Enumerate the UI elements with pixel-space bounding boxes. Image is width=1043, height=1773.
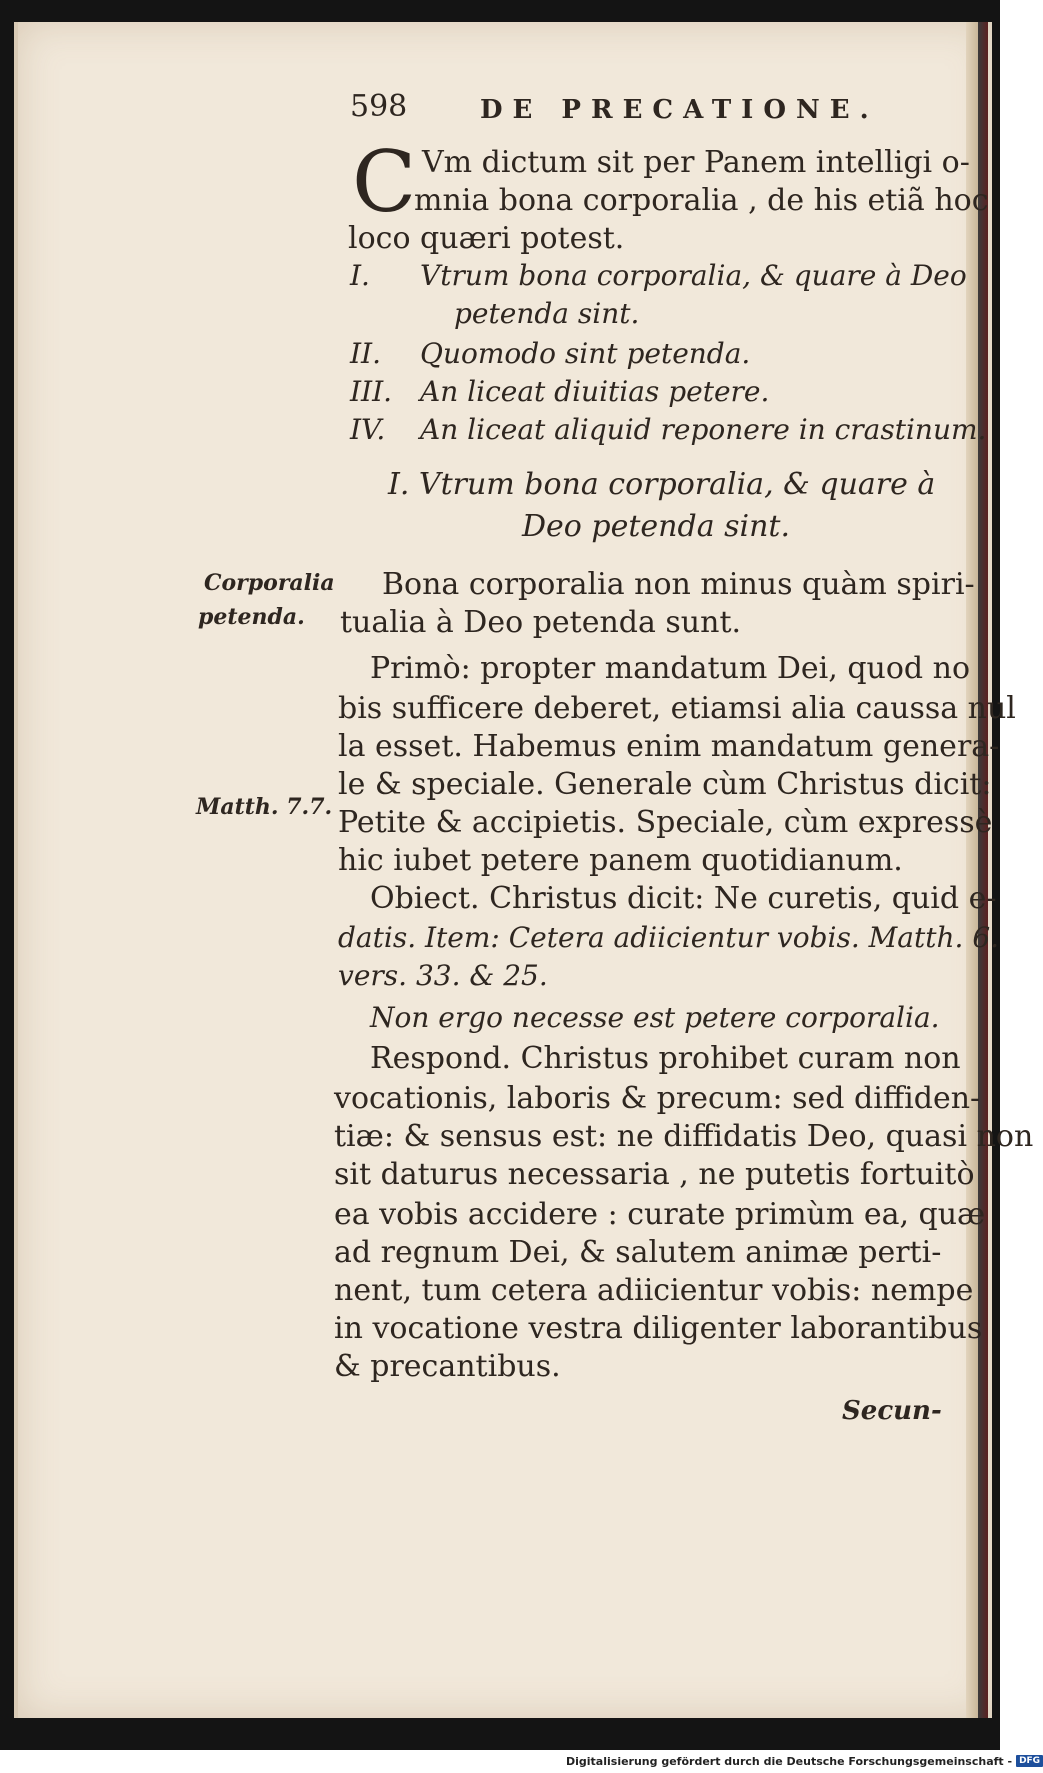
intro-line: mnia bona corporalia , de his etiã hoc [414,183,989,218]
digitization-footer [566,1752,1043,1770]
body-line: tualia à Deo petenda sunt. [340,605,742,640]
drop-cap: C [352,133,417,231]
margin-note: Corporalia [204,570,335,596]
margin-note: petenda. [198,604,305,630]
question-text: petenda sint. [454,297,640,330]
intro-line: Vm dictum sit per Panem intelligi o- [422,145,970,180]
body-line: ad regnum Dei, & salutem animæ perti- [334,1235,942,1270]
question-text: An liceat diuitias petere. [420,375,770,408]
body-line: vocationis, laboris & precum: sed diffiden- [334,1081,981,1116]
body-line: tiæ: & sensus est: ne diffidatis Deo, quasi non [334,1119,1034,1154]
question-text: Quomodo sint petenda. [420,337,751,370]
page-number: 598 [350,89,408,124]
body-line: le & speciale. Generale cùm Christus dicit: [338,767,992,802]
body-line: & precantibus. [334,1349,561,1384]
dfg-logo-icon: DFG [1016,1755,1043,1767]
body-line: Bona corporalia non minus quàm spiri- [382,567,975,602]
margin-note: Matth. 7.7. [196,794,333,820]
catchword: Secun- [842,1396,942,1426]
body-line: vers. 33. & 25. [338,959,548,992]
question-text: An liceat aliquid reponere in crastinum. [420,413,987,446]
body-line: in vocatione vestra diligenter laborantibus [334,1311,983,1346]
question-text: Vtrum bona corporalia, & quare à Deo [420,259,967,292]
body-line: Non ergo necesse est petere corporalia. [370,1001,940,1034]
running-head: DE PRECATIONE. [480,95,879,125]
body-line: la esset. Habemus enim mandatum genera- [338,729,1000,764]
body-line: bis sufficere deberet, etiamsi alia caussa nul [338,691,1016,726]
body-line: Respond. Christus prohibet curam non [370,1041,961,1076]
question-number: I. [350,259,370,292]
body-line: Obiect. Christus dicit: Ne curetis, quid e- [370,881,997,916]
body-line: hic iubet petere panem quotidianum. [338,843,903,878]
question-number: III. [350,375,393,408]
question-number: II. [350,337,382,370]
body-line: ea vobis accidere : curate primùm ea, quæ [334,1197,986,1232]
body-line: Petite & accipietis. Speciale, cùm expressè [338,805,993,840]
body-line: sit daturus necessaria , ne putetis fortuitò [334,1157,975,1192]
footer-text: Digitalisierung gefördert durch die Deutsche Forschungsgemeinschaft - [566,1754,1013,1768]
question-number: IV. [350,413,386,446]
body-line: Primò: propter mandatum Dei, quod no [370,651,971,686]
body-line: nent, tum cetera adiicientur vobis: nempe [334,1273,974,1308]
section-heading: I. Vtrum bona corporalia, & quare à [388,467,936,502]
body-line: datis. Item: Cetera adiicientur vobis. Matth. 6. [338,921,1000,954]
intro-line: loco quæri potest. [348,221,625,256]
page-fore-edge [966,22,978,1718]
section-heading: Deo petenda sint. [522,509,791,544]
scan-edge-strip [978,22,988,1718]
